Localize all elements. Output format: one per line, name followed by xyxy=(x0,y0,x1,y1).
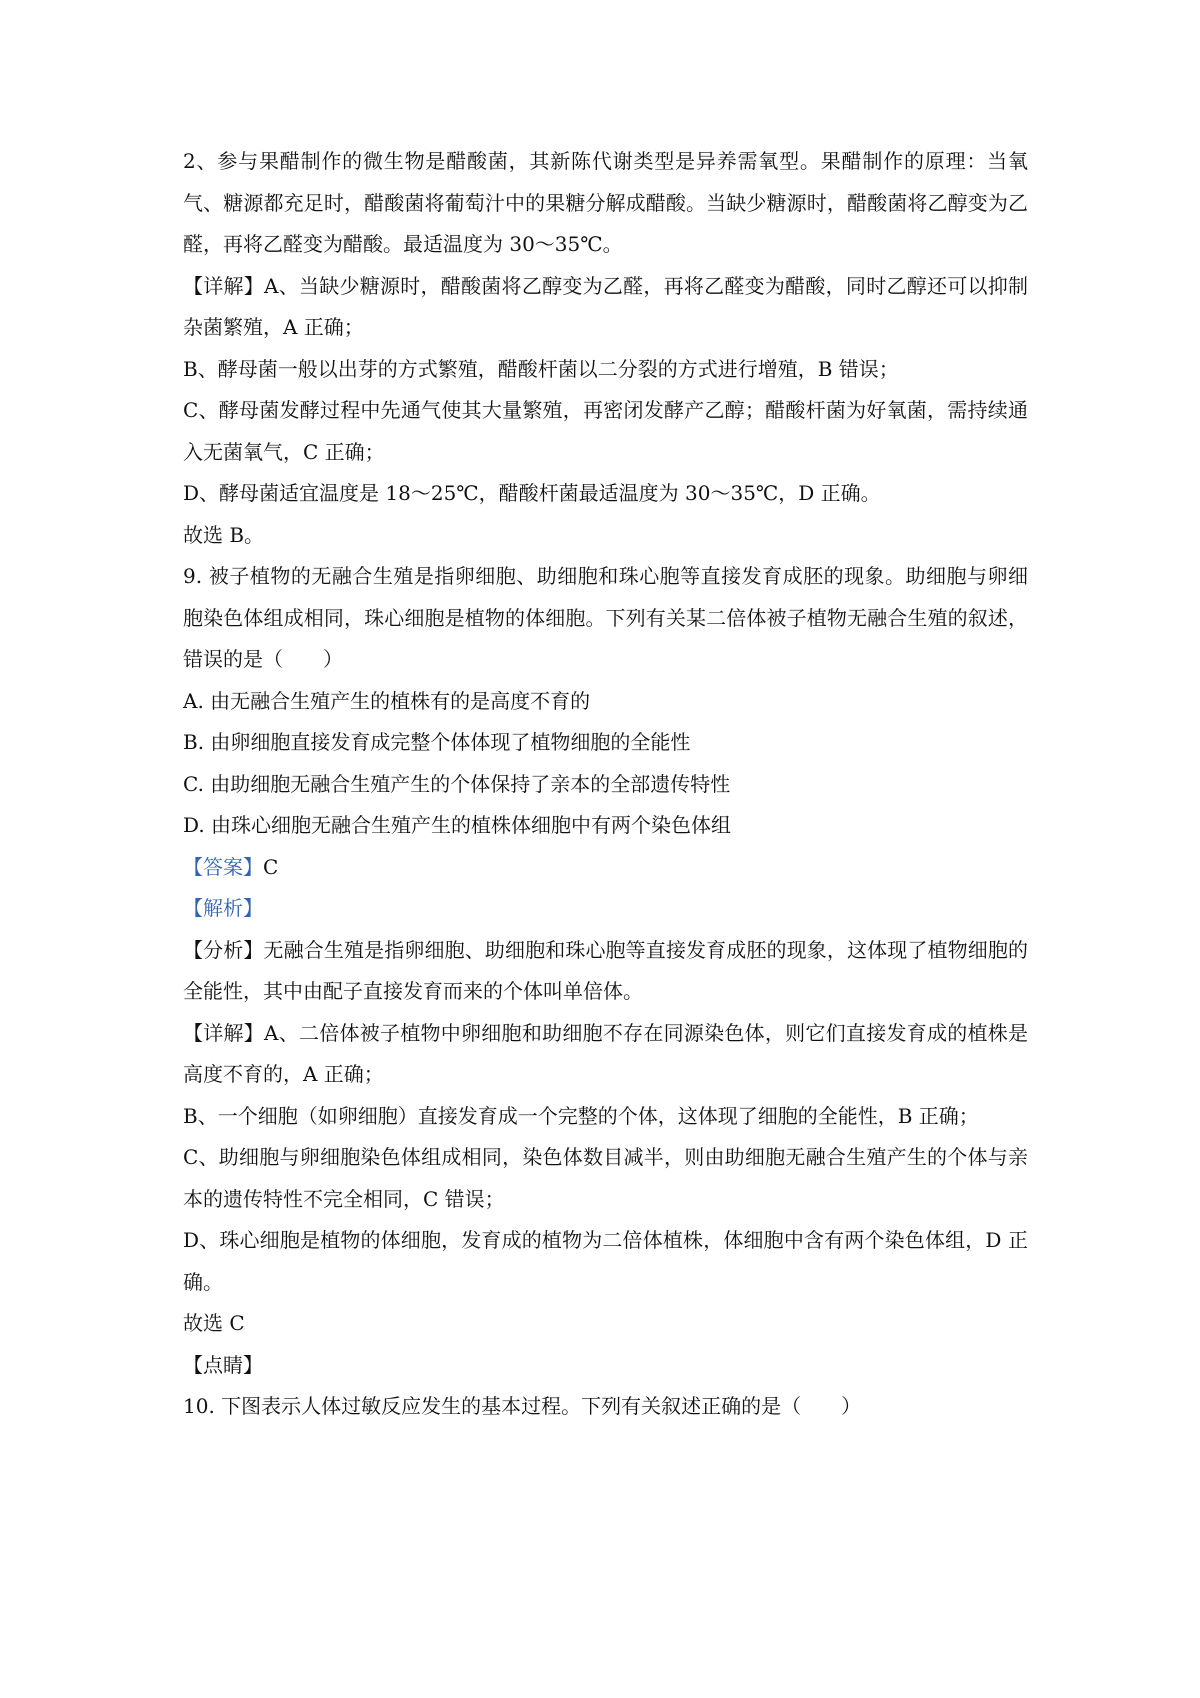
question-9-detail-b: B、一个细胞（如卵细胞）直接发育成一个完整的个体，这体现了细胞的全能性，B 正确； xyxy=(183,1103,979,1128)
question-9-detail-c: C、助细胞与卵细胞染色体组成相同，染色体数目减半，则由助细胞无融合生殖产生的个体与亲本的遗传特性不完全相同，C 错误； xyxy=(183,1145,1028,1211)
question-9-fenxi: 【分析】无融合生殖是指卵细胞、助细胞和珠心胞等直接发育成胚的现象，这体现了植物细胞的全能性，其中由配子直接发育而来的个体叫单倍体。 xyxy=(183,937,1028,1003)
question-9-option-b: B. 由卵细胞直接发育成完整个体体现了植物细胞的全能性 xyxy=(183,730,691,754)
question-10-stem: 10. 下图表示人体过敏反应发生的基本过程。下列有关叙述正确的是（ ） xyxy=(183,1394,862,1418)
question-9-detail-d: D、珠心细胞是植物的体细胞，发育成的植物为二倍体植株，体细胞中含有两个染色体组，D 正确。 xyxy=(183,1228,1028,1294)
prev-detail-d: D、酵母菌适宜温度是 18～25℃，醋酸杆菌最适温度为 30～35℃，D 正确。 xyxy=(183,481,881,505)
question-9-answer xyxy=(183,847,1028,889)
document-content xyxy=(183,141,1028,1428)
prev-detail-c: C、酵母菌发酵过程中先通气使其大量繁殖，再密闭发酵产乙醇；醋酸杆菌为好氧菌，需持续通入无菌氧气，C 正确； xyxy=(183,398,1028,464)
prev-detail-a: 【详解】A、当缺少糖源时，醋酸菌将乙醇变为乙醛，再将乙醛变为醋酸，同时乙醇还可以抑制杂菌繁殖，A 正确； xyxy=(183,273,1028,339)
answer-value: C xyxy=(263,854,279,879)
analysis-point-2: 2、参与果醋制作的微生物是醋酸菌，其新陈代谢类型是异养需氧型。果醋制作的原理：当氧气、糖源都充足时，醋酸菌将葡萄汁中的果糖分解成醋酸。当缺少糖源时，醋酸菌将乙醇变为乙醛，再将乙醛变为醋酸。最适温度为 30～35℃。 xyxy=(183,149,1028,256)
question-9-dianjing: 【点睛】 xyxy=(183,1352,263,1377)
question-9-option-d: D. 由珠心细胞无融合生殖产生的植株体细胞中有两个染色体组 xyxy=(183,813,732,837)
question-9-detail-a: 【详解】A、二倍体被子植物中卵细胞和助细胞不存在同源染色体，则它们直接发育成的植株是高度不育的，A 正确； xyxy=(183,1020,1028,1086)
question-9-choose: 故选 C xyxy=(183,1311,245,1335)
question-9-option-a: A. 由无融合生殖产生的植株有的是高度不育的 xyxy=(183,688,591,713)
question-9-option-c: C. 由助细胞无融合生殖产生的个体保持了亲本的全部遗传特性 xyxy=(183,771,731,796)
prev-choose: 故选 B。 xyxy=(183,522,265,547)
analysis-label: 【解析】 xyxy=(183,896,263,920)
prev-detail-b: B、酵母菌一般以出芽的方式繁殖，醋酸杆菌以二分裂的方式进行增殖，B 错误； xyxy=(183,356,899,381)
question-9-stem: 9. 被子植物的无融合生殖是指卵细胞、助细胞和珠心胞等直接发育成胚的现象。助细胞与卵细胞染色体组成相同，珠心细胞是植物的体细胞。下列有关某二倍体被子植物无融合生殖的叙述，错误的是（ ） xyxy=(183,564,1028,671)
answer-label: 【答案】 xyxy=(183,854,263,879)
